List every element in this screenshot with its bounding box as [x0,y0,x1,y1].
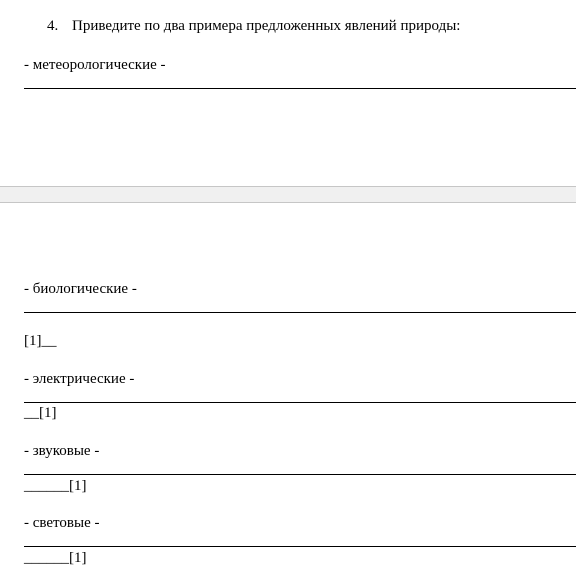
answer-line-biological[interactable] [24,312,576,313]
page-1 [0,0,576,186]
item-mark-sound: ______[1] [24,478,87,494]
item-label-meteorological: - метеорологические - [24,57,166,73]
item-mark-biological: [1]__ [24,333,57,349]
page-break [0,186,576,203]
question-text: Приведите по два примера предложенных явлений природы: [72,18,461,34]
item-label-light: - световые - [24,515,100,531]
answer-line-light[interactable] [24,546,576,547]
page-2 [0,203,576,581]
item-label-biological: - биологические - [24,281,137,297]
item-mark-electrical: __[1] [24,405,57,421]
answer-line-sound[interactable] [24,474,576,475]
question-number: 4. [47,18,59,34]
item-label-electrical: - электрические - [24,371,135,387]
item-mark-light: ______[1] [24,550,87,566]
answer-line-electrical[interactable] [24,402,576,403]
item-label-sound: - звуковые - [24,443,100,459]
answer-line-meteorological[interactable] [24,88,576,89]
